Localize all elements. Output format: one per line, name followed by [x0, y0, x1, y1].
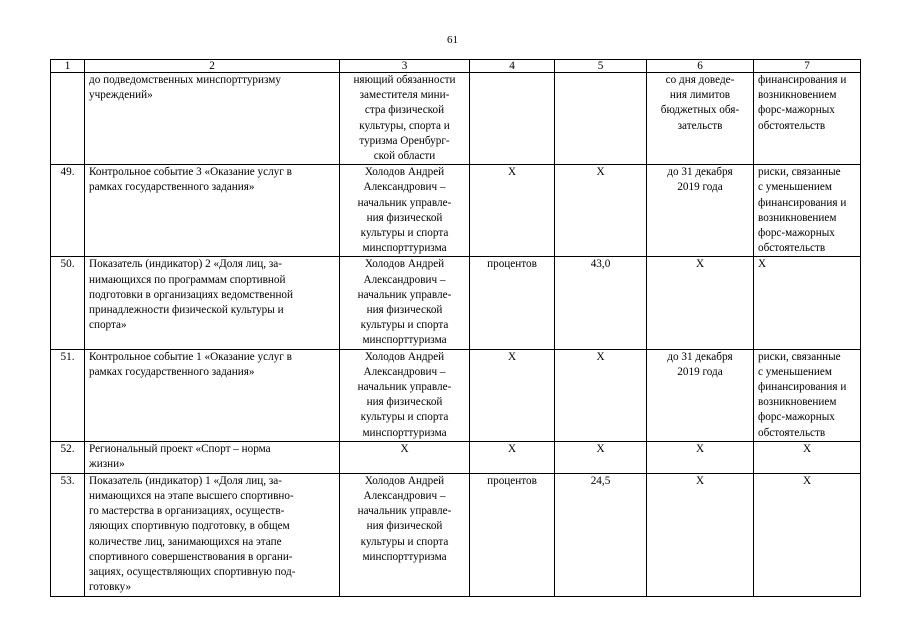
deadline: до 31 декабря 2019 года [667, 350, 733, 378]
row-number: 51. [51, 349, 85, 441]
risks: Х [758, 258, 767, 271]
column-number: 1 [51, 60, 85, 73]
deadline: со дня доведе- ния лимитов бюджетных обя- зательств [660, 74, 740, 132]
row-number: 49. [51, 165, 85, 257]
unit [470, 73, 555, 165]
risks: Х [754, 473, 861, 596]
column-number: 5 [555, 60, 647, 73]
page-number: 61 [447, 34, 458, 46]
unit: процентов [470, 473, 555, 596]
table-row [51, 257, 861, 349]
event-name: Контрольное событие 1 «Оказание услуг в рамках государственного задания» [89, 350, 292, 378]
target-value: 43,0 [555, 257, 647, 349]
unit: Х [470, 441, 555, 473]
risks: Х [754, 441, 861, 473]
table-row [51, 441, 861, 473]
table-row [51, 165, 861, 257]
row-number: 52. [51, 441, 85, 473]
responsible-person: Холодов Андрей Александрович – начальник управле- ния физической культуры и спорта минспорттуризма [357, 474, 452, 563]
row-number: 53. [51, 473, 85, 596]
column-number: 7 [754, 60, 861, 73]
unit: Х [470, 349, 555, 441]
deadline: Х [647, 441, 754, 473]
table-row [51, 473, 861, 596]
target-value: Х [555, 165, 647, 257]
column-number: 6 [647, 60, 754, 73]
target-value [555, 73, 647, 165]
column-number: 3 [340, 60, 470, 73]
event-name: до подведомственных минспорттуризму учреждений» [89, 74, 281, 102]
deadline: Х [647, 473, 754, 596]
column-number: 2 [85, 60, 340, 73]
unit: Х [470, 165, 555, 257]
column-number: 4 [470, 60, 555, 73]
responsible-person: Холодов Андрей Александрович – начальник управле- ния физической культуры и спорта минспорттуризма [357, 350, 452, 439]
table-row [51, 73, 861, 165]
responsible-person: Х [340, 441, 470, 473]
event-name: Показатель (индикатор) 2 «Доля лиц, за- нимающихся по программам спортивной подготовки в организациях ведомственной принадлежности физической культуры и спорта» [89, 258, 294, 332]
unit: процентов [470, 257, 555, 349]
column-number-row [51, 60, 861, 73]
target-value: Х [555, 441, 647, 473]
event-name: Региональный проект «Спорт – норма жизни» [89, 442, 271, 471]
deadline: до 31 декабря 2019 года [667, 166, 733, 194]
target-value: 24,5 [555, 473, 647, 596]
event-name: Показатель (индикатор) 1 «Доля лиц, за- нимающихся на этапе высшего спортивно- го мастерства в организациях, осуществ- ляющих спортивную подготовку, в общем количестве лиц, занимающихся на этапе спортивного совершенствования в органи- зациях, осуществляющих спортивную под- готовку» [89, 474, 296, 594]
plan-table [50, 59, 861, 597]
row-number: 50. [51, 257, 85, 349]
deadline: Х [695, 258, 705, 271]
row-number [51, 73, 85, 165]
responsible-person: няющий обязанности заместителя мини- стра физической культуры, спорта и туризма Оренбург- ской области [353, 74, 456, 163]
target-value: Х [555, 349, 647, 441]
responsible-person: Холодов Андрей Александрович – начальник управле- ния физической культуры и спорта минспорттуризма [357, 258, 452, 347]
responsible-person: Холодов Андрей Александрович – начальник управле- ния физической культуры и спорта минспорттуризма [357, 166, 452, 255]
risks: риски, связанные с уменьшением финансирования и возникновением форс-мажорных обстоятельств [758, 166, 847, 255]
table-row [51, 349, 861, 441]
risks: финансирования и возникновением форс-мажорных обстоятельств [758, 74, 847, 132]
risks: риски, связанные с уменьшением финансирования и возникновением форс-мажорных обстоятельств [758, 350, 847, 439]
event-name: Контрольное событие 3 «Оказание услуг в рамках государственного задания» [89, 166, 292, 194]
